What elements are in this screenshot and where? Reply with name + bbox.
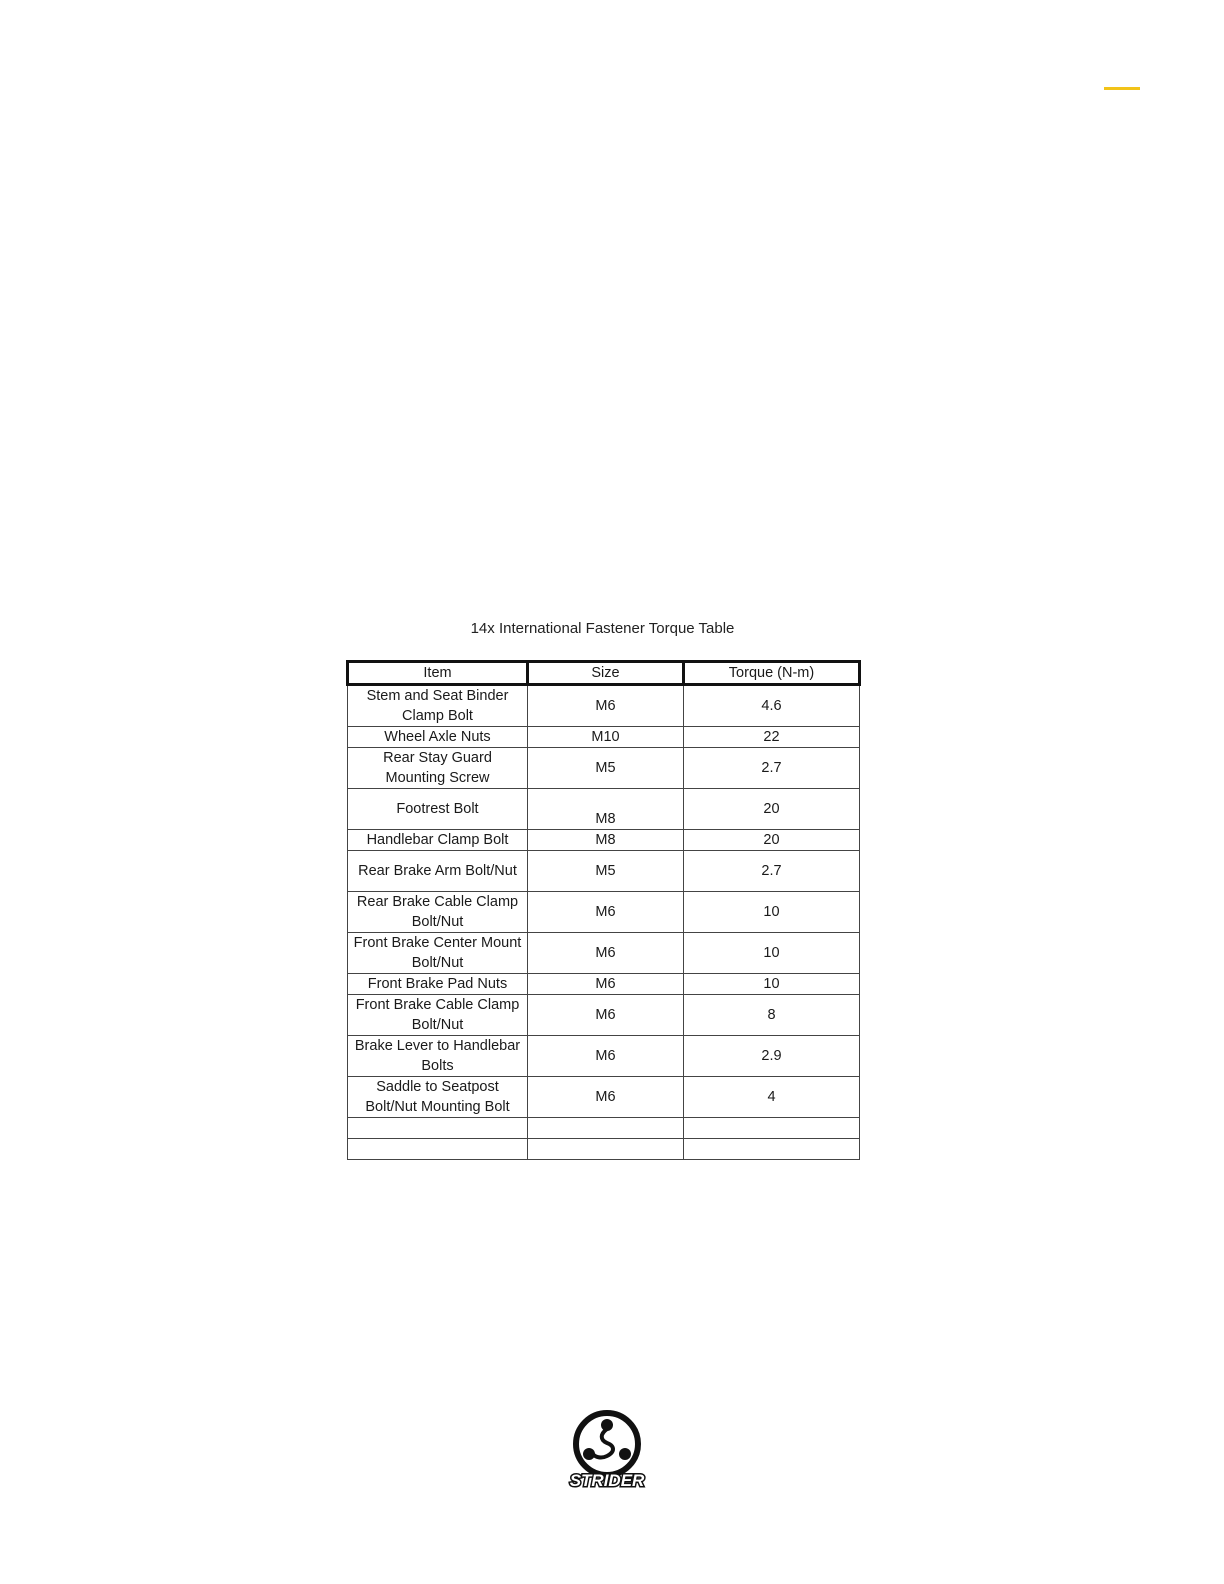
table-row <box>348 933 860 974</box>
torque-cell: 4.6 <box>684 685 860 727</box>
column-header-size: Size <box>528 662 684 685</box>
empty-row <box>348 1139 860 1160</box>
table-row <box>348 1077 860 1118</box>
item-cell: Handlebar Clamp Bolt <box>348 830 528 851</box>
item-cell: Front Brake Pad Nuts <box>348 974 528 995</box>
empty-cell <box>528 1118 684 1139</box>
torque-cell: 20 <box>684 830 860 851</box>
empty-cell <box>528 1139 684 1160</box>
table-row <box>348 995 860 1036</box>
table-row <box>348 1036 860 1077</box>
torque-table <box>346 660 861 1160</box>
size-cell: M6 <box>528 1036 684 1077</box>
table-row <box>348 974 860 995</box>
table-row <box>348 727 860 748</box>
size-cell: M6 <box>528 685 684 727</box>
item-cell: Rear Brake Cable Clamp Bolt/Nut <box>348 892 528 933</box>
empty-cell <box>684 1139 860 1160</box>
size-cell: M5 <box>528 851 684 892</box>
empty-cell <box>684 1118 860 1139</box>
table-header-row <box>348 662 860 685</box>
table-row <box>348 851 860 892</box>
table-row <box>348 685 860 727</box>
size-cell: M6 <box>528 995 684 1036</box>
item-cell: Rear Brake Arm Bolt/Nut <box>348 851 528 892</box>
item-cell: Brake Lever to Handlebar Bolts <box>348 1036 528 1077</box>
item-cell: Stem and Seat Binder Clamp Bolt <box>348 685 528 727</box>
torque-cell: 10 <box>684 933 860 974</box>
torque-cell: 20 <box>684 789 860 830</box>
empty-row <box>348 1118 860 1139</box>
torque-cell: 22 <box>684 727 860 748</box>
item-cell: Wheel Axle Nuts <box>348 727 528 748</box>
torque-cell: 2.9 <box>684 1036 860 1077</box>
accent-line <box>1104 87 1140 90</box>
size-cell: M10 <box>528 727 684 748</box>
size-cell: M8 <box>528 789 684 830</box>
torque-cell: 8 <box>684 995 860 1036</box>
torque-cell: 4 <box>684 1077 860 1118</box>
table-title: 14x International Fastener Torque Table <box>470 620 735 637</box>
empty-cell <box>348 1139 528 1160</box>
table-row <box>348 892 860 933</box>
size-cell: M6 <box>528 933 684 974</box>
table-row <box>348 789 860 830</box>
table-row <box>348 830 860 851</box>
item-cell: Rear Stay Guard Mounting Screw <box>348 748 528 789</box>
size-cell: M6 <box>528 892 684 933</box>
column-header-item: Item <box>348 662 528 685</box>
logo-text: STRIDER <box>569 1471 645 1490</box>
torque-cell: 2.7 <box>684 748 860 789</box>
table-row <box>348 748 860 789</box>
size-cell: M8 <box>528 830 684 851</box>
empty-cell <box>348 1118 528 1139</box>
torque-cell: 10 <box>684 974 860 995</box>
item-cell: Front Brake Cable Clamp Bolt/Nut <box>348 995 528 1036</box>
size-cell: M5 <box>528 748 684 789</box>
item-cell: Saddle to Seatpost Bolt/Nut Mounting Bolt <box>348 1077 528 1118</box>
torque-cell: 2.7 <box>684 851 860 892</box>
item-cell: Front Brake Center Mount Bolt/Nut <box>348 933 528 974</box>
size-cell: M6 <box>528 1077 684 1118</box>
column-header-torque: Torque (N-m) <box>684 662 860 685</box>
size-cell: M6 <box>528 974 684 995</box>
strider-logo <box>560 1408 654 1490</box>
torque-cell: 10 <box>684 892 860 933</box>
item-cell: Footrest Bolt <box>348 789 528 830</box>
